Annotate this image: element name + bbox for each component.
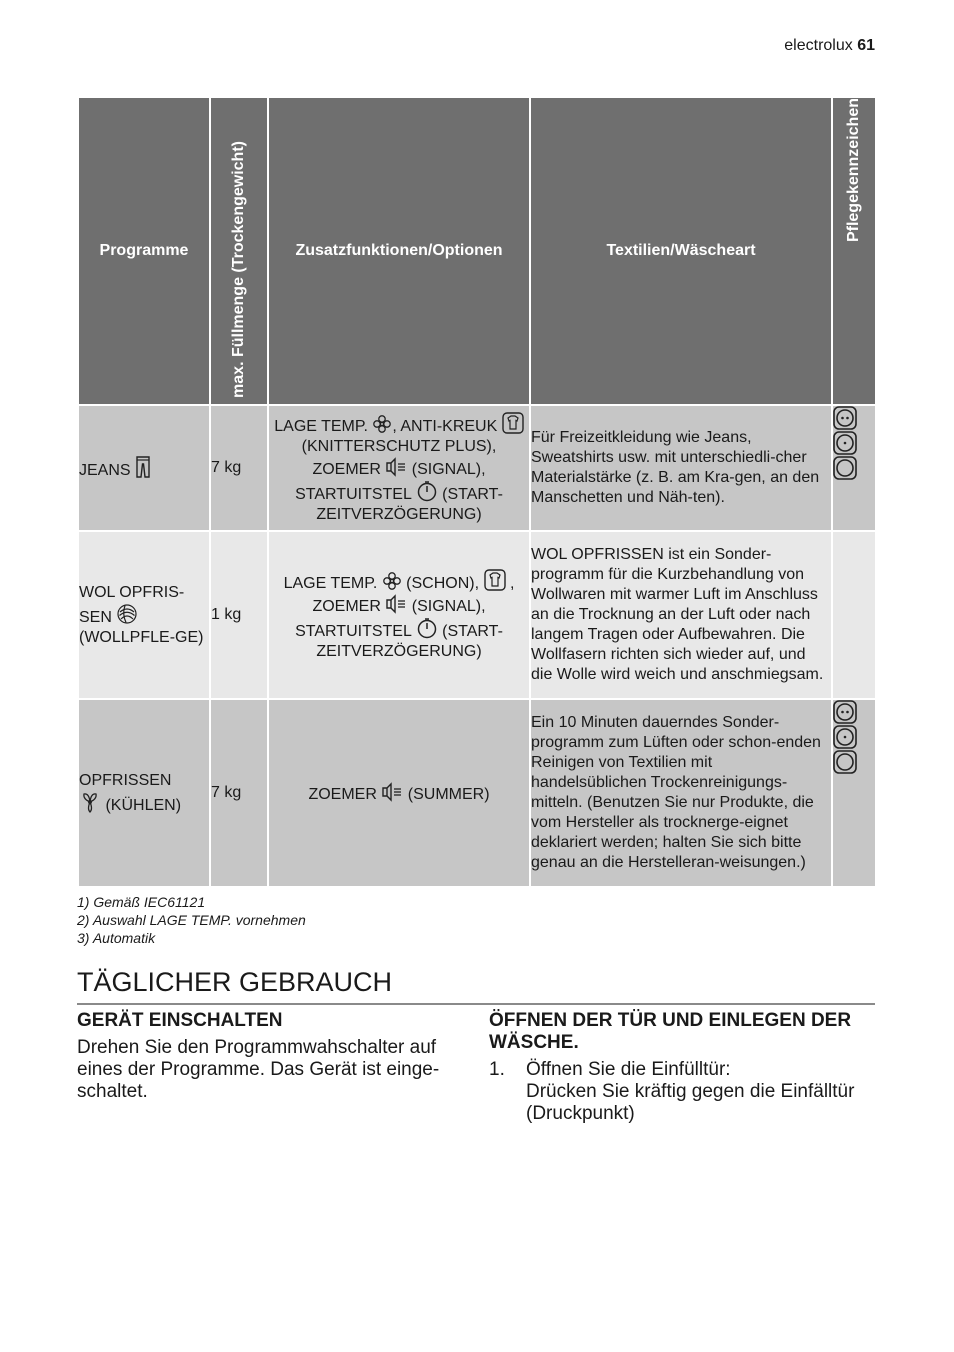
buzzer-icon — [385, 457, 407, 477]
page-header — [784, 37, 875, 55]
step-number: 1. — [489, 1059, 505, 1080]
table-row — [78, 405, 876, 531]
care-symbols-cell — [832, 699, 876, 887]
footnote: 3) Automatik — [77, 930, 156, 946]
header-care: Pflegekennzeichen — [832, 97, 876, 405]
care-symbols-cell — [832, 531, 876, 699]
subsection-heading: ÖFFNEN DER TÜR UND EINLEGEN DER WÄSCHE. — [489, 1010, 852, 1053]
tumble-dry-icon — [833, 750, 857, 774]
subsection-heading: GERÄT EINSCHALTEN — [77, 1010, 283, 1031]
header-max-load: max. Füllmenge (Trockengewicht) — [210, 97, 268, 405]
shirt-icon — [502, 412, 524, 434]
program-name: JEANS — [79, 461, 131, 479]
program-table — [77, 96, 877, 888]
tumble-dry-one-dot-icon — [833, 725, 857, 749]
load-cell: 7 kg — [210, 405, 268, 531]
step-title: Öffnen Sie die Einfülltür: — [526, 1059, 731, 1080]
options-cell: LAGE TEMP. (SCHON), , ZOEMER (SIGNAL), STARTUITSTEL (START-ZEITVERZÖGERUNG) — [268, 531, 530, 699]
table-header-row — [78, 97, 876, 405]
header-textiles: Textilien/Wäscheart — [530, 97, 832, 405]
section-divider — [77, 1003, 875, 1005]
program-name-line: (WOLLPFLE-GE) — [79, 628, 204, 646]
table-row — [78, 699, 876, 887]
options-cell: LAGE TEMP. , ANTI-KREUK (KNITTERSCHUTZ PLUS), ZOEMER (SIGNAL), STARTUITSTEL (START-ZEITVERZÖGERUNG) — [268, 405, 530, 531]
page-number: 61 — [857, 37, 875, 54]
table-row — [78, 531, 876, 699]
tumble-dry-icon — [833, 456, 857, 480]
buzzer-icon — [381, 782, 403, 802]
program-name-line: (KÜHLEN) — [105, 796, 182, 814]
program-name-cell — [78, 405, 210, 531]
section-title: TÄGLICHER GEBRAUCH — [77, 967, 393, 997]
flower-icon — [372, 414, 392, 434]
textiles-cell: Für Freizeitkleidung wie Jeans, Sweatshirts usw. mit unterschiedli-cher Materialstärke (z. B. am Kra-gen, an den Manschetten und Näh-ten). — [530, 405, 832, 531]
shirt-icon — [484, 569, 506, 591]
fan-icon — [79, 791, 101, 813]
program-name-line: OPFRISSEN — [79, 771, 172, 789]
header-options: Zusatzfunktionen/Optionen — [268, 97, 530, 405]
flower-icon — [382, 571, 402, 591]
wool-icon — [116, 603, 138, 625]
footnotes — [77, 893, 306, 947]
load-cell: 1 kg — [210, 531, 268, 699]
header-programme: Programme — [78, 97, 210, 405]
footnote: 1) Gemäß IEC61121 — [77, 894, 206, 910]
program-name-line: SEN — [79, 608, 112, 626]
left-column — [77, 1010, 462, 1103]
textiles-cell: Ein 10 Minuten dauerndes Sonder-programm zum Lüften oder schon-enden Reinigen von Textilien mit handelsüblichen Trockenreinigungs-mitteln. (Benutzen Sie nur Produkte, die vom Hersteller als trocknerge-eignet deklariert werden; halten Sie sich bitte genau an die Herstelleran-weisungen.) — [530, 699, 832, 887]
tumble-dry-one-dot-icon — [833, 431, 857, 455]
tumble-dry-two-dots-icon — [833, 700, 857, 724]
subsection-body: Drehen Sie den Programmwahschalter auf eines der Programme. Das Gerät ist einge-schaltet. — [77, 1037, 440, 1102]
program-name-cell — [78, 531, 210, 699]
right-column — [489, 1010, 875, 1125]
list-item — [489, 1059, 875, 1125]
timer-icon — [416, 617, 438, 639]
program-name-line: WOL OPFRIS- — [79, 583, 185, 601]
footnote: 2) Auswahl LAGE TEMP. vornehmen — [77, 912, 306, 928]
buzzer-icon — [385, 594, 407, 614]
tumble-dry-two-dots-icon — [833, 406, 857, 430]
step-detail: Drücken Sie kräftig gegen die Einfälltür (Druckpunkt) — [526, 1081, 855, 1124]
brand-name: electrolux — [784, 37, 853, 54]
program-name-cell — [78, 699, 210, 887]
jeans-icon — [135, 456, 151, 478]
care-symbols-cell — [832, 405, 876, 531]
load-cell: 7 kg — [210, 699, 268, 887]
textiles-cell: WOL OPFRISSEN ist ein Sonder-programm für die Kurzbehandlung von Wollwaren mit warmer Luft im Anschluss an die Trocknung an der Luft oder nach langem Tragen oder Aufbewahren. Die Wollfasern richten sich wieder auf, und die Wolle wird weich und anschmiegsam. — [530, 531, 832, 699]
timer-icon — [416, 480, 438, 502]
options-cell: ZOEMER (SUMMER) — [268, 699, 530, 887]
